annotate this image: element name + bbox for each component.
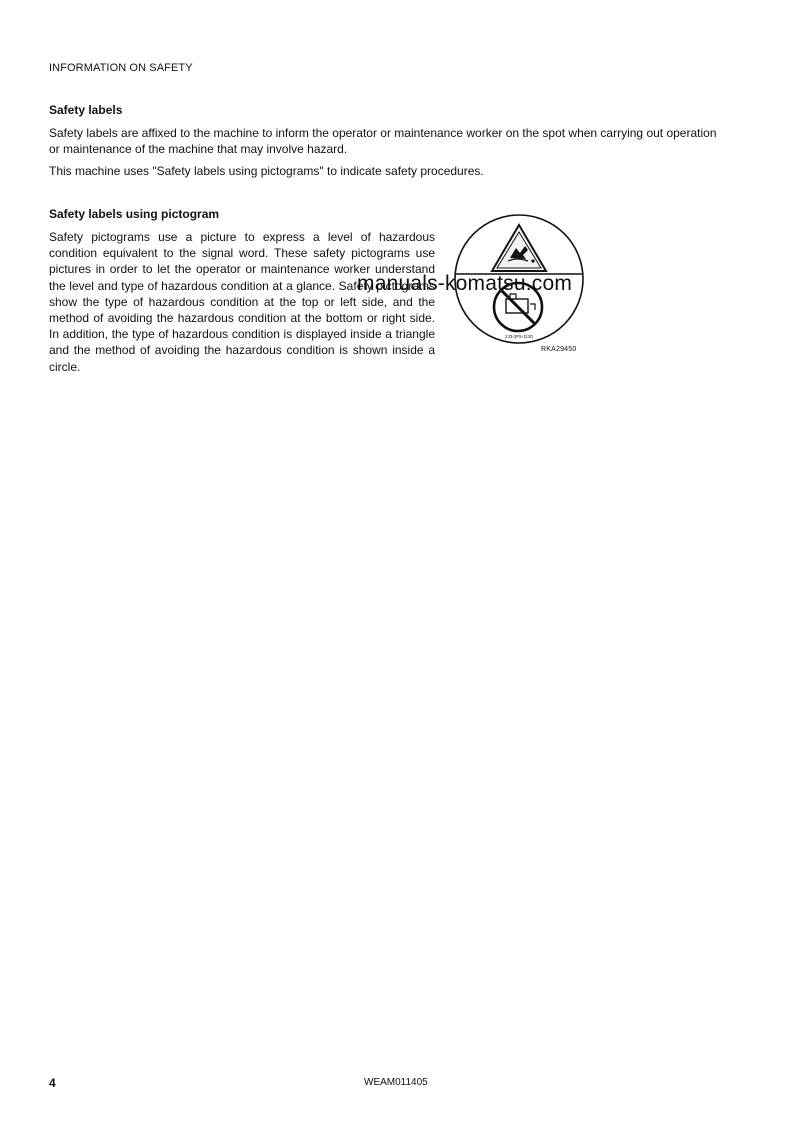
page-section-header: INFORMATION ON SAFETY <box>49 62 193 74</box>
document-code: WEAM011405 <box>364 1077 428 1088</box>
page-number: 4 <box>49 1076 56 1090</box>
heading-safety-labels-pictogram: Safety labels using pictogram <box>49 207 220 221</box>
paragraph-safety-labels-pictograms: This machine uses "Safety labels using pictograms" to indicate safety procedures. <box>49 164 484 178</box>
label-part-number: 2J3-3F5-1130 <box>505 334 533 339</box>
paragraph-safety-labels-intro: Safety labels are affixed to the machine to inform the operator or maintenance worker on the spot when carrying out operation or maintenance of the machine that may involve hazard. <box>49 126 717 156</box>
paragraph-pictogram-description: Safety pictograms use a picture to express a level of hazardous condition equivalent to the signal word. These safety pictograms use pictures in order to let the operator or maintenance worker understand the level and type of hazardous condition at a glance. Safety pictograms show the type of hazardous condition at the top or left side, and the method of avoiding the hazardous condition at the bottom or right side. In addition, the type of hazardous condition is displayed inside a triangle and the method of avoiding the hazardous condition is shown inside a circle. <box>49 230 435 374</box>
watermark: manuals-komatsu.com <box>357 272 573 295</box>
figure-code: RKA29450 <box>541 346 577 353</box>
heading-safety-labels: Safety labels <box>49 103 123 117</box>
